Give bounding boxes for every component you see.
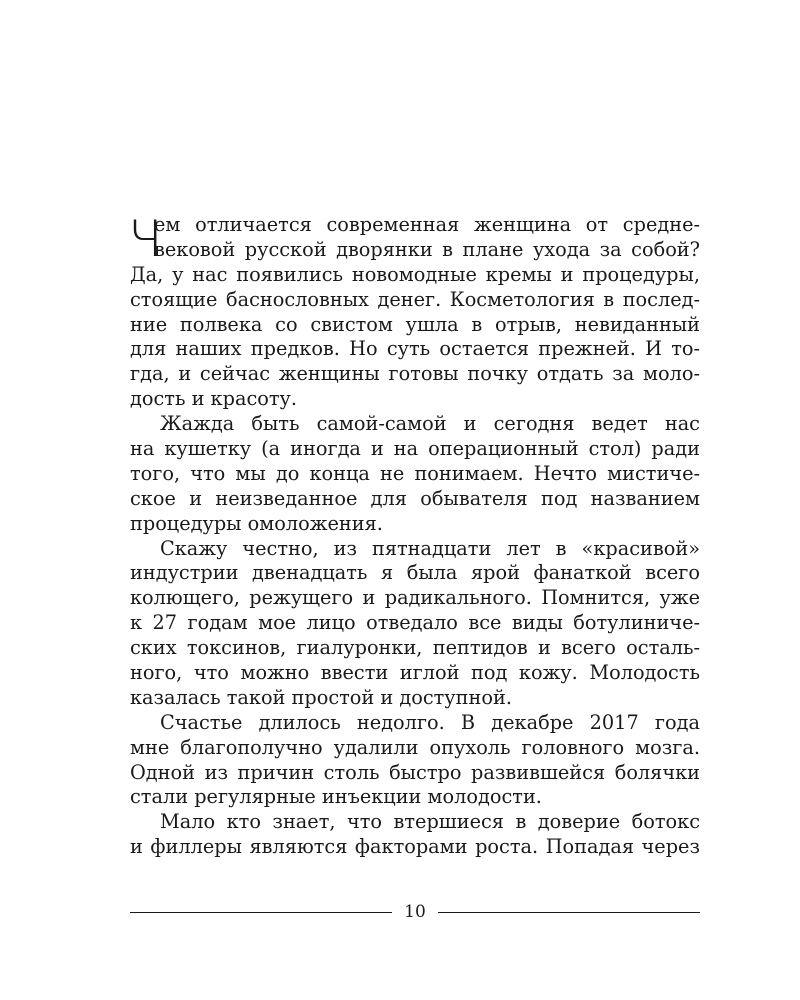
drop-cap: Ч [128,210,163,268]
body-text [128,210,700,860]
text-line: гда, и сейчас женщины готовы почку отдать за моло- [130,362,700,386]
footer-rule-right [438,912,700,913]
text-line: стоящие баснословных денег. Косметология в послед- [130,287,700,311]
text-line: вековой русской дворянки в плане ухода за собой? [154,237,700,261]
text-line: Жажда быть самой-самой и сегодня ведет нас [160,412,700,436]
text-line: Скажу честно, из пятнадцати лет в «красивой» [160,536,700,560]
page-footer [130,900,700,924]
text-line: ских токсинов, гиалуронки, пептидов и всего осталь- [130,636,700,660]
footer-rule-left [130,912,392,913]
text-line: индустрии двенадцать я была ярой фанаткой всего [130,561,700,585]
text-line: ние полвека со свистом ушла в отрыв, невиданный [130,312,700,336]
text-line: Счастье длилось недолго. В декабре 2017 года [160,710,700,734]
text-line: колющего, режущего и радикального. Помнится, уже [130,586,700,610]
text-line: ское и неизведанное для обывателя под названием [130,486,700,510]
text-line: и филлеры являются факторами роста. Попадая через [130,835,700,859]
text-line: Одной из причин столь быстро развившейся болячки [130,760,700,784]
text-line: к 27 годам мое лицо отведало все виды ботулиниче- [130,611,700,635]
text-line: мне благополучно удалили опухоль головного мозга. [130,735,700,759]
text-line: процедуры омоложения. [130,511,383,535]
text-line: для наших предков. Но суть остается прежней. И то- [130,337,700,361]
text-line: стали регулярные инъекции молодости. [130,785,542,809]
text-line: Ч ем отличается современная женщина от средне- [128,210,700,268]
text-line: того, что мы до конца не понимаем. Нечто мистиче- [130,461,700,485]
text-line: дость и красоту. [130,387,297,411]
text-line: на кушетку (а иногда и на операционный стол) ради [130,437,700,461]
text-line: казалась такой простой и доступной. [130,685,512,709]
text-line: Мало кто знает, что втершиеся в доверие ботокс [160,810,700,834]
text-line: ного, что можно ввести иглой под кожу. Молодость [130,661,700,685]
page-number: 10 [404,902,426,922]
text-line: Да, у нас появились новомодные кремы и процедуры, [130,262,700,286]
